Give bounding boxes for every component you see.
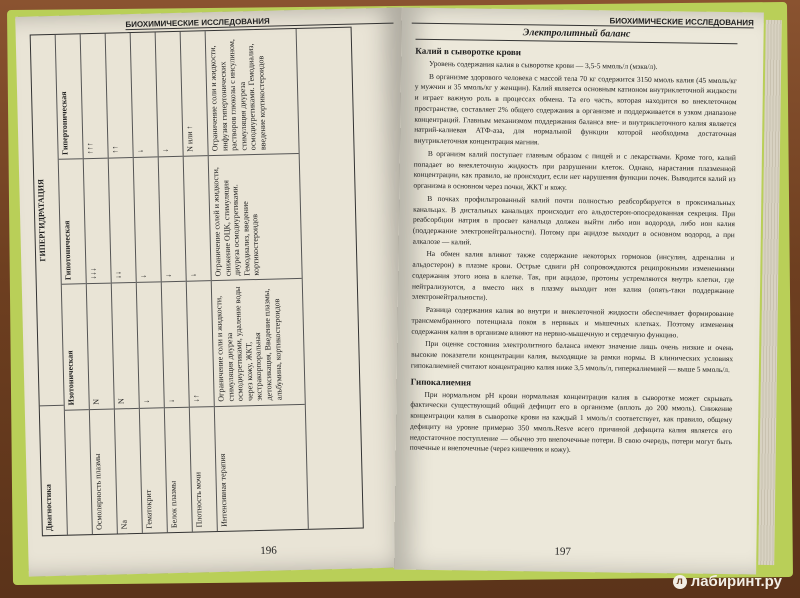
table-cell: Ограничение солей и жидкости, снижение ОЦК, стимуляция диуреза осмодиуретиками. Гемодиализ, введение кортикостероидов: [209, 153, 302, 280]
row-label: Диагностика: [40, 405, 67, 535]
table-cell: ↓↑: [187, 281, 214, 407]
column-header: Гипотоническая: [59, 158, 86, 284]
paragraph: При оценке состояния электролитного баланса имеют значение лишь очень низкие и очень высокие показатели концентрации калия, выходящие за рамки нормы. В клинических условиях гипокалиемией считают концентрацию калия ниже 3,5 ммоль/л, гиперкалиемией — выше 5 ммоль/л.: [410, 339, 734, 374]
paragraph: При нормальном pH крови нормальная концентрация калия в сыворотке может скрывать фактически существующий общий дефицит его в организме (вплоть до 200 ммоль). Снижение концентрации калия в сыворотке крови на каждый 1 ммоль/л соответствует, как правило, общему дефициту на уровне примерно 350 ммоль.Resve всего причиной дефицита калия является его недостаточное поступление — обычно это внепочечные потери. В свою очередь, потери могут быть почечные и внепочечные (через кишечник и кожу).: [409, 389, 733, 455]
table-cell: ↓: [160, 148, 170, 153]
left-running-header: БИОХИМИЧЕСКИЕ ИССЛЕДОВАНИЯ: [125, 14, 393, 31]
table-cell: ↓: [134, 157, 161, 283]
watermark: [673, 573, 782, 590]
row-label: Гематокрит: [140, 407, 167, 533]
table-cell: ↓: [159, 156, 186, 282]
row-label: Осмолярность плазмы: [90, 408, 117, 534]
right-page-text: [408, 26, 737, 550]
table-cell: N или ↑: [184, 125, 195, 152]
paragraph: Уровень содержания калия в сыворотке крови — 3,5-5 ммоль/л (мэкв/л).: [429, 58, 658, 72]
hyperhydration-table: [30, 27, 364, 537]
table-cell: ↓↓: [109, 157, 136, 283]
right-page: [394, 8, 764, 575]
group-header: ГИПЕРГИДРАТАЦИЯ: [36, 179, 48, 262]
table-cell: ↑↑: [110, 145, 120, 154]
left-page: [15, 7, 417, 576]
column-header: Изотоническая: [62, 284, 89, 410]
subsection-title: Калий в сыворотке крови: [415, 45, 522, 58]
table-cell: ↓↓↓: [84, 158, 111, 284]
right-page-number: 197: [554, 545, 571, 558]
row-label: Интенсивная терапия: [215, 404, 308, 531]
column-header: Гипертоническая: [59, 91, 70, 156]
table-cell: Ограничение соли и жидкости, инфузия гипертонических растворов глюкозы с инсулином, стимуляция диуреза осмодиуретиками. Гемодиализ, введение кортикостероидов: [207, 39, 268, 152]
labirint-logo-icon: л: [673, 575, 687, 589]
watermark-text: лабиринт.ру: [690, 573, 782, 590]
table-cell: Ограничение соли и жидкости, стимуляция диуреза осмодиуретиками, удаление воды через кожу, ЖКТ, экстракорпоральная детоксикация, Введение плазмы, альбумина, кортикостероидов: [212, 278, 305, 405]
table-cell: ↑↑↑: [85, 142, 95, 155]
table-cell: N: [87, 283, 114, 409]
paragraph: В организме здорового человека с массой тела 70 кг содержится 3150 ммоль калия (45 ммоль/кг у мужчин и 35 ммоль/кг у женщин). Калий является основным катионом внутриклеточной жидкости и играет важную роль в процессах обмена. Та его часть, которая находится во внеклеточном пространстве, составляет 2% общего содержания в организме и поддерживается в узком диапазоне концентраций. Главным механизмом поддержания баланса вне- и внутриклеточного калия является натрий-калиевая АТФ-аза, для нормальной функции которой необходима достаточная внутриклеточная концентрация магния.: [414, 71, 738, 147]
subsection-title: Гипокалиемия: [410, 376, 472, 388]
table-cell: ↓: [184, 155, 211, 281]
paragraph: На обмен калия влияют также содержание некоторых гормонов (инсулин, адреналин и альдостерон) в плазме крови. Острые сдвиги pH сопровождаются реципрокными изменениями содержания этого иона в клетке. Так, при ацидозе, протоны устремляются внутрь клетки, где нейтрализуются, а вместо них в плазму выходит ион калия (опять-таки поддержание электронейтральности).: [411, 249, 735, 303]
paragraph: Разница содержания калия во внутри и внеклеточной жидкости обеспечивает формирование трансмембранного потенциала покоя в нервных и мышечных клетках. Поэтому изменения содержания калия в организме влияют на нервно-мышечную и сердечную функцию.: [411, 305, 734, 340]
row-label: Плотность мочи: [190, 406, 217, 532]
section-title: Электролитный баланс: [415, 26, 737, 44]
table-cell: ↓: [135, 148, 145, 154]
left-page-number: 196: [260, 544, 277, 557]
table-cell: ↓: [162, 281, 189, 407]
right-running-header: БИОХИМИЧЕСКИЕ ИССЛЕДОВАНИЯ: [412, 14, 754, 29]
paragraph: В организм калий поступает главным образом с пищей и с лекарствами. Кроме того, калий попадает во внеклеточную жидкость при разрушении клеток. Однако, нарастания плазменной концентрации, как правило, не происходит, если нет нарушения функции почек. Выводится калий из организма в основном через почки, ЖКТ и кожу.: [413, 148, 736, 192]
table-cell: N: [112, 282, 139, 408]
paragraph: В почках профильтрованный калий почти полностью реабсорбируется в проксимальных канальцах. В дистальных канальцах происходит его альдостерон-опосредованная секреция. При реабсорбции натрия в просвет канальца должен выйти либо ион водорода, либо ион калия (поддержание электронейтральности). Потому при ацидозе выходит в основном водород, а при алкалозе — калий.: [412, 193, 736, 247]
row-label: Na: [115, 408, 142, 534]
table-row: [206, 29, 309, 531]
table-area: [30, 28, 372, 542]
row-label: Белок плазмы: [165, 406, 192, 532]
table-cell: ↓: [137, 282, 164, 408]
